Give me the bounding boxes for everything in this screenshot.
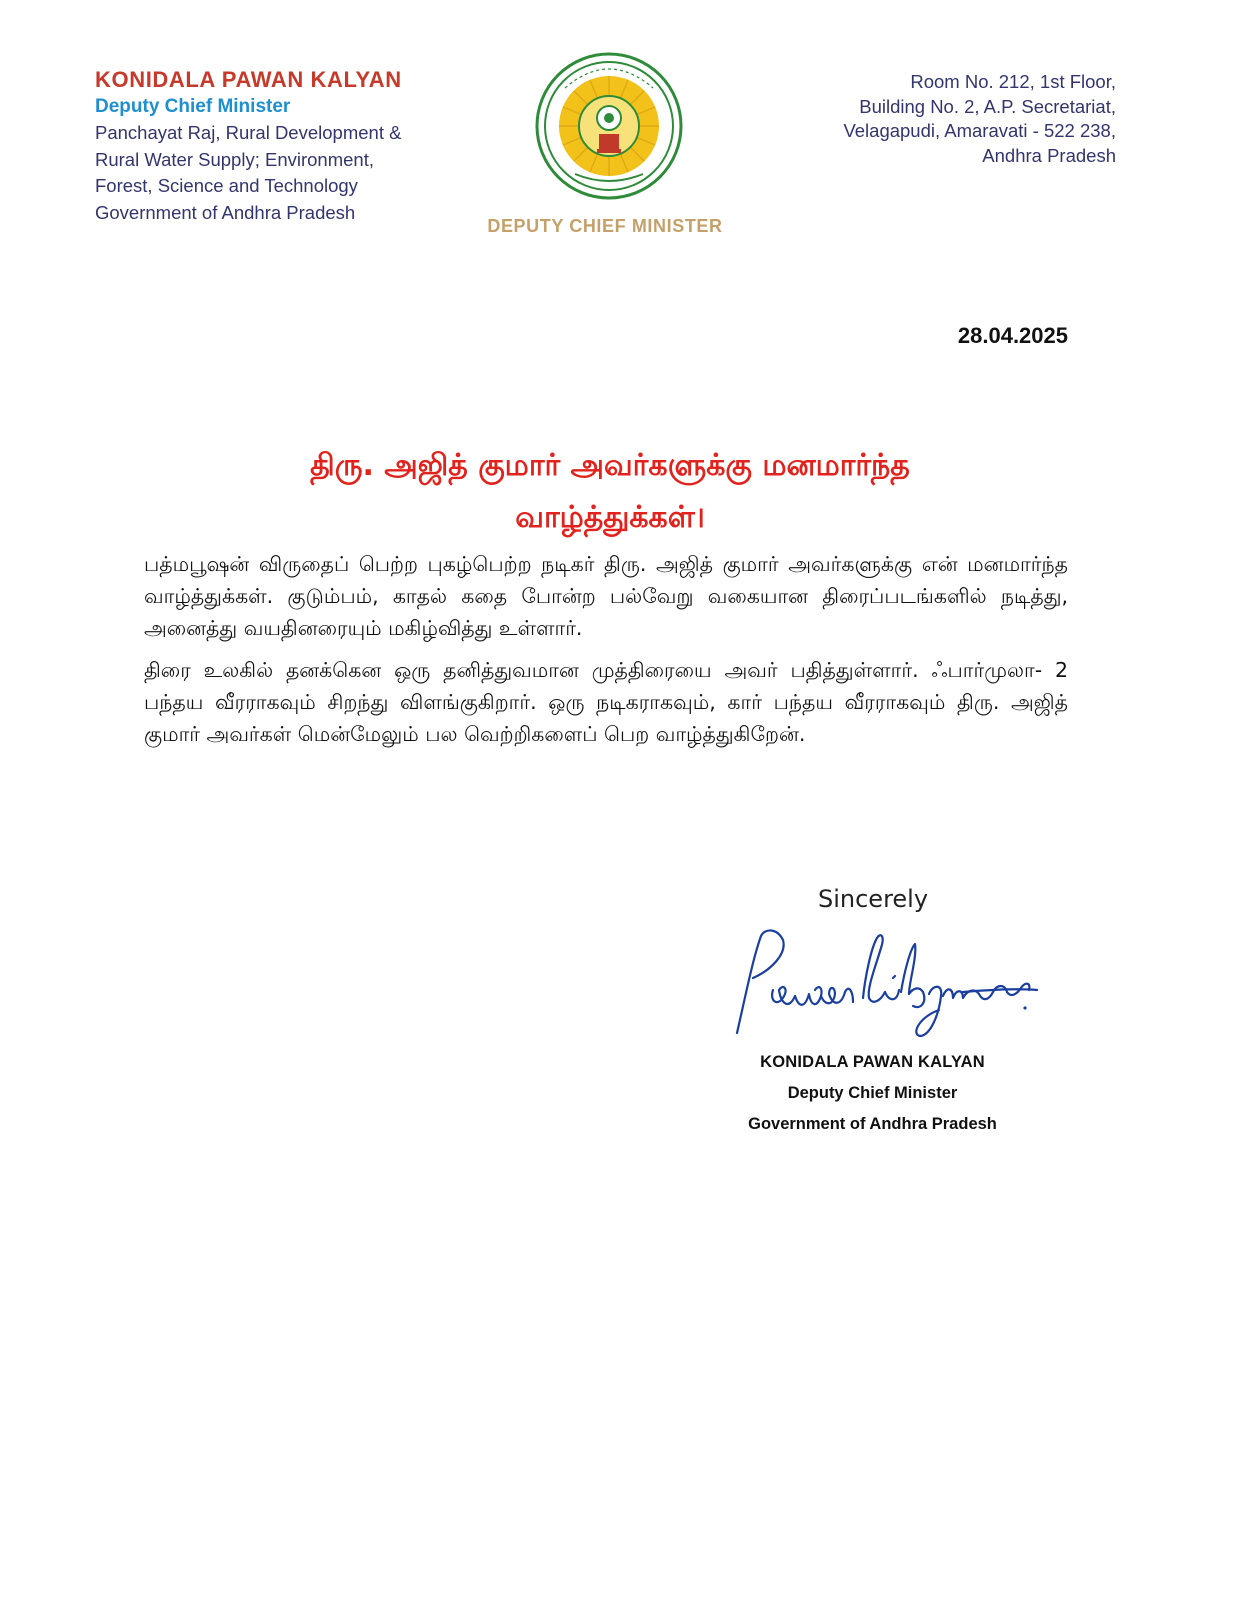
body-paragraph: திரை உலகில் தனக்கென ஒரு தனித்துவமான முத்திரையை அவர் பதித்துள்ளார். ஃபார்முலா- 2 பந்தய வீரராகவும் சிறந்து விளங்குகிறார். ஒரு நடிகராகவும், கார் பந்தய வீரராகவும் திரு. அஜித் குமார் அவர்கள் மென்மேலும் பல வெற்றிகளைப் பெற வாழ்த்துகிறேன். (144, 658, 1068, 746)
address-line: Velagapudi, Amaravati - 522 238, (843, 120, 1116, 141)
title-line: திரு. அஜித் குமார் அவர்களுக்கு மனமார்ந்த (310, 448, 910, 483)
title-line: வாழ்த்துக்கள்। (515, 500, 705, 535)
letter-date: 28.04.2025 (957, 323, 1068, 348)
body-paragraph: பத்மபூஷன் விருதைப் பெற்ற புகழ்பெற்ற நடிகர் திரு. அஜித் குமார் அவர்களுக்கு என் மனமார்ந்த வாழ்த்துக்கள். குடும்பம், காதல் கதை போன்ற பல்வேறு வகையான திரைப்படங்களில் நடித்து, அனைத்து வயதினரையும் மகிழ்வித்து உள்ளார். (144, 552, 1068, 640)
signatory-block (700, 1047, 1045, 1140)
sender-role: Deputy Chief Minister (95, 96, 291, 117)
portfolio-line: Panchayat Raj, Rural Development & (95, 122, 402, 143)
letter-title (160, 440, 1060, 544)
closing-salutation: Sincerely (818, 885, 929, 913)
signatory-org: Government of Andhra Pradesh (748, 1115, 997, 1133)
government-line: Government of Andhra Pradesh (95, 201, 356, 223)
letter-body (144, 548, 1068, 760)
signatory-title: Deputy Chief Minister (787, 1084, 958, 1102)
signatory-name: KONIDALA PAWAN KALYAN (760, 1053, 985, 1071)
sender-name: KONIDALA PAWAN KALYAN (95, 67, 402, 92)
sender-block (95, 66, 495, 226)
state-emblem-icon (535, 52, 683, 200)
address-line: Building No. 2, A.P. Secretariat, (859, 95, 1116, 117)
portfolio-line: Forest, Science and Technology (95, 175, 358, 196)
portfolio-line: Rural Water Supply; Environment, (95, 148, 374, 170)
address-line: Andhra Pradesh (982, 144, 1116, 166)
address-line: Room No. 212, 1st Floor, (910, 71, 1116, 92)
signature-image (725, 918, 1045, 1048)
emblem-caption: DEPUTY CHIEF MINISTER (487, 216, 723, 236)
address-block (843, 70, 1116, 168)
